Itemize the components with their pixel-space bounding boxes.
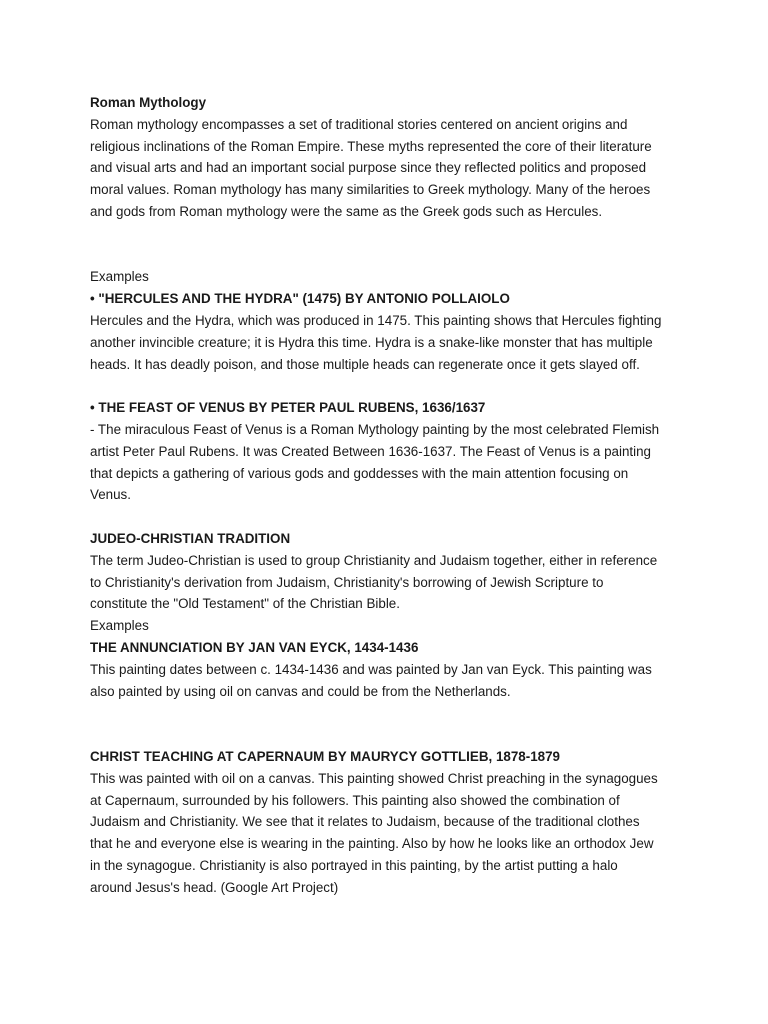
spacer	[90, 223, 690, 267]
spacer	[90, 375, 690, 397]
paragraph-line: This painting dates between c. 1434-1436 and was painted by Jan van Eyck. This painting was	[90, 661, 652, 677]
paragraph-line: Venus.	[90, 487, 131, 503]
paragraph-line: in the synagogue. Christianity is also portrayed in this painting, by the artist putting a halo	[90, 857, 618, 873]
paragraph-line: Judaism and Christianity. We see that it relates to Judaism, because of the traditional clothes	[90, 814, 640, 830]
spacer	[90, 506, 690, 528]
paragraph-line: - The miraculous Feast of Venus is a Roman Mythology painting by the most celebrated Flemish	[90, 421, 660, 437]
example-title: • "HERCULES AND THE HYDRA" (1475) BY ANTONIO POLLAIOLO	[90, 291, 510, 307]
paragraph-line: at Capernaum, surrounded by his followers. This painting also showed the combination of	[90, 792, 620, 808]
paragraph-line: This was painted with oil on a canvas. This painting showed Christ preaching in the synagogues	[90, 770, 658, 786]
examples-label: Examples	[90, 269, 149, 285]
judeo-christian-section	[90, 528, 690, 899]
example-christ-teaching	[90, 746, 690, 899]
spacer	[90, 702, 690, 746]
example-hercules	[90, 288, 690, 375]
paragraph-line: heads. It has deadly poison, and those multiple heads can regenerate once it gets slayed off.	[90, 356, 640, 372]
example-annunciation	[90, 637, 690, 702]
paragraph-line: Hercules and the Hydra, which was produced in 1475. This painting shows that Hercules fighting	[90, 312, 662, 328]
paragraph-line: moral values. Roman mythology has many similarities to Greek mythology. Many of the heroes	[90, 182, 651, 198]
example-title: THE ANNUNCIATION BY JAN VAN EYCK, 1434-1436	[90, 639, 419, 655]
section-heading-judeo: JUDEO-CHRISTIAN TRADITION	[90, 530, 291, 546]
paragraph-line: constitute the "Old Testament" of the Christian Bible.	[90, 596, 400, 612]
example-title: CHRIST TEACHING AT CAPERNAUM BY MAURYCY GOTTLIEB, 1878-1879	[90, 748, 560, 764]
paragraph-line: The term Judeo-Christian is used to group Christianity and Judaism together, either in reference	[90, 552, 658, 568]
document-page	[90, 92, 690, 898]
paragraph-line: and gods from Roman mythology were the same as the Greek gods such as Hercules.	[90, 203, 603, 219]
section-heading-roman: Roman Mythology	[90, 95, 207, 110]
paragraph-line: that he and everyone else is wearing in the painting. Also by how he looks like an orthodox Jew	[90, 836, 654, 852]
examples-label: Examples	[90, 618, 149, 634]
paragraph-line: religious inclinations of the Roman Empire. These myths represented the core of their literature	[90, 138, 652, 154]
paragraph-line: Roman mythology encompasses a set of traditional stories centered on ancient origins and	[90, 116, 628, 132]
paragraph-line: another invincible creature; it is Hydra this time. Hydra is a snake-like monster that has multiple	[90, 334, 653, 350]
paragraph-line: and visual arts and had an important social purpose since they reflected politics and proposed	[90, 160, 647, 176]
roman-intro-paragraph	[90, 114, 690, 223]
paragraph-line: to Christianity's derivation from Judaism, Christianity's borrowing of Jewish Scripture to	[90, 574, 604, 590]
example-title: • THE FEAST OF VENUS BY PETER PAUL RUBENS, 1636/1637	[90, 400, 486, 416]
paragraph-line: artist Peter Paul Rubens. It was Created Between 1636-1637. The Feast of Venus is a painting	[90, 443, 652, 459]
judeo-intro-paragraph	[90, 550, 690, 615]
paragraph-line: also painted by using oil on canvas and could be from the Netherlands.	[90, 683, 511, 699]
paragraph-line: that depicts a gathering of various gods and goddesses with the main attention focusing on	[90, 465, 629, 481]
example-feast-of-venus	[90, 397, 690, 506]
paragraph-line: around Jesus's head. (Google Art Project)	[90, 879, 339, 895]
roman-mythology-section	[90, 92, 690, 506]
